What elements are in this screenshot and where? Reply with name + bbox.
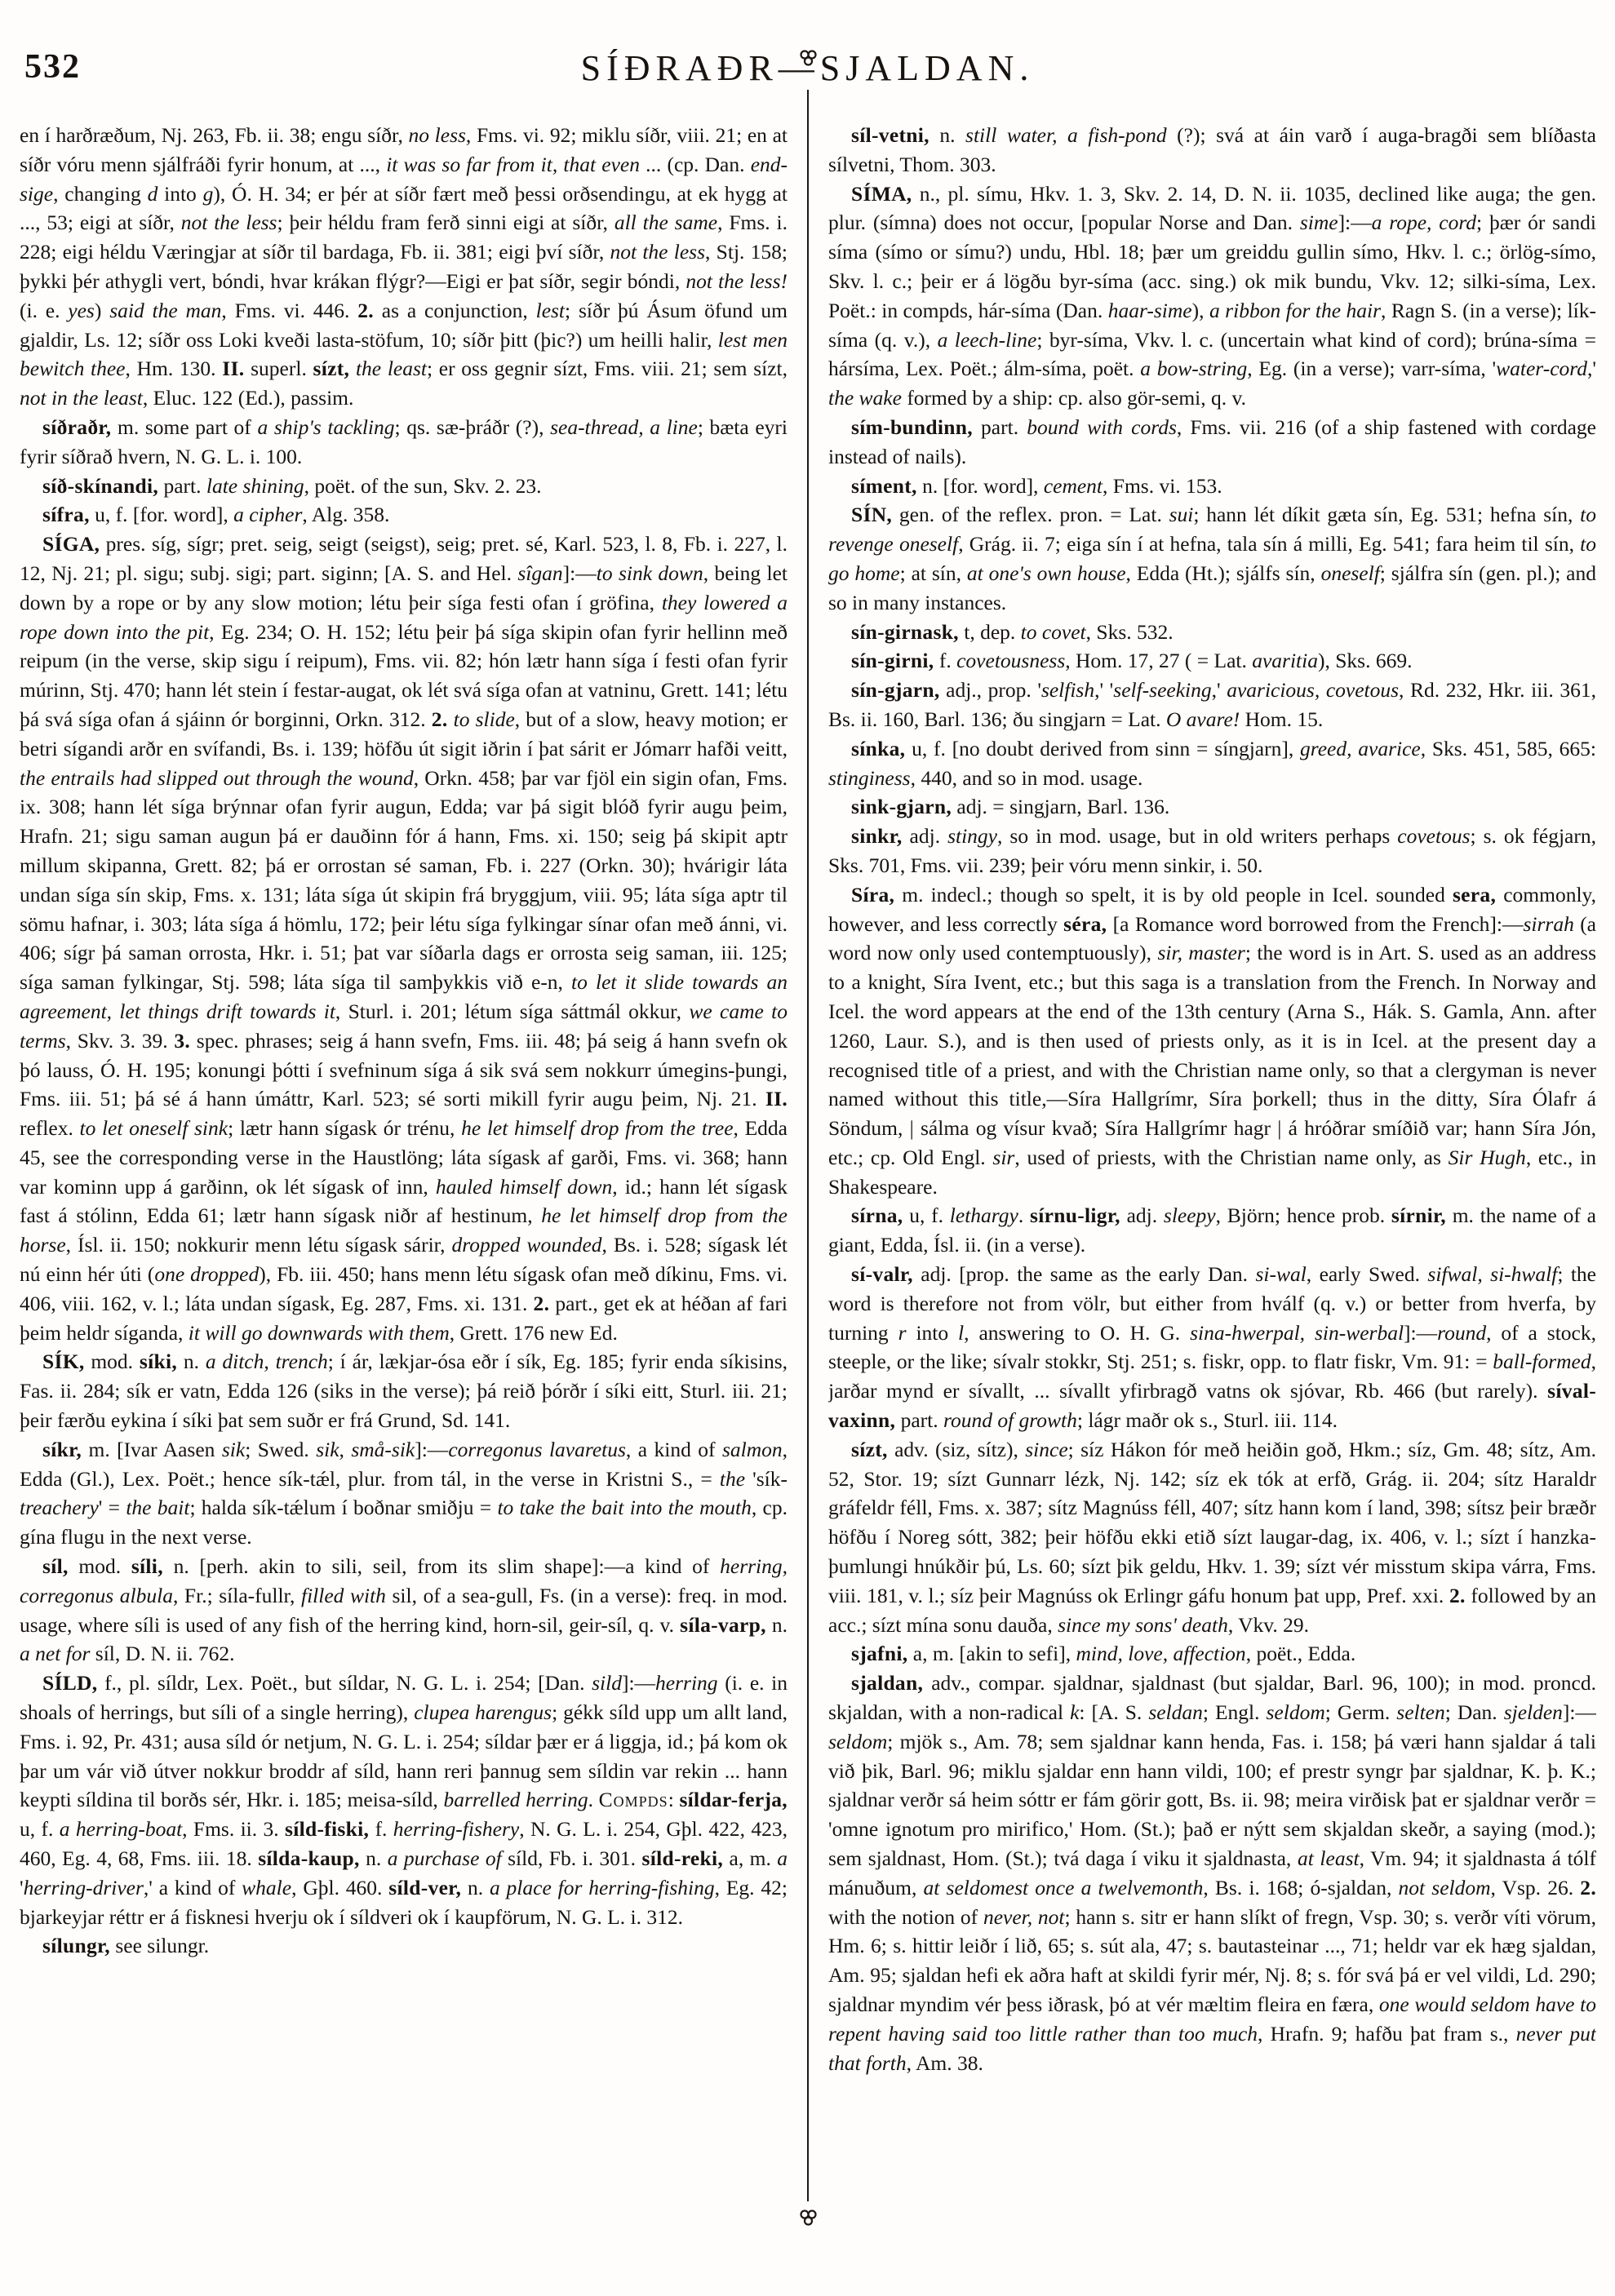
- dictionary-paragraph: síð-skínandi, part. late shining, poët. of the sun, Skv. 2. 23.: [42, 473, 542, 498]
- dictionary-paragraph: síðraðr, m. some part of a ship's tackling; qs. sæ-þráðr (?), sea-thread, a line; bæta eyri fyrir síðrað hvern, N. G. L. i. 100.: [20, 414, 788, 468]
- dictionary-paragraph: SÍN, gen. of the reflex. pron. = Lat. sui; hann lét díkit gæta sín, Eg. 531; hefna sín, to revenge oneself, Grág. ii. 7; eiga sín í at hefna, tala sín á milli, Eg. 541; fara heim til sín, to go home; at sín, at one's own house, Edda (Ht.); sjálfs sín, oneself; sjálfra sín (gen. pl.); and so in many instances.: [828, 503, 1596, 614]
- dictionary-paragraph: en í harðræðum, Nj. 263, Fb. ii. 38; engu síðr, no less, Fms. vi. 92; miklu síðr, viii. 21; en at síðr vóru menn sjálfráði fyrir honum, at ..., it was so far from it, that even ... (cp. Dan. end-sige, changing d into g), Ó. H. 34; er þér at síðr fært með þessi orðsendingu, at ek hygg at ..., 53; eigi at síðr, not the less; þeir héldu fram ferð sinni eigi at síðr, all the same, Fms. i. 228; eigi héldu Væringjar at síðr til bardaga, Fb. ii. 381; eigi því síðr, not the less, Stj. 158; þykki þér athygli vert, bóndi, hvar krákan flýgr?—Eigi er þat síðr, segir bóndi, not the less! (i. e. yes) said the man, Fms. vi. 446. 2. as a conjunction, lest; síðr þú Ásum öfund um gjaldir, Ls. 12; síðr oss Loki kveði lasta-stöfum, 10; síðr þitt (þic?) um heilli halir, lest men bewitch thee, Hm. 130. II. superl. sízt, the least; er oss gegnir sízt, Fms. viii. 21; sem sízt, not in the least, Eluc. 122 (Ed.), passim.: [20, 123, 788, 410]
- divider-trefoil-top-icon: [796, 49, 819, 69]
- dictionary-paragraph: SÍGA, pres. síg, sígr; pret. seig, seigt (seigst), seig; pret. sé, Karl. 523, l. 8, Fb. i. 227, l. 12, Nj. 21; pl. sigu; subj. sigi; part. siginn; [A. S. and Hel. sîgan]:—to sink down, being let down by a rope or by any slow motion; létu þeir síga festi ofan í gröfina, they lowered a rope down into the pit, Eg. 234; O. H. 152; létu þeir þá síga skipin ofan fyrir hellinn með reipum (in the verse, skip sigu í reipum), Fms. vii. 82; hón lætr hann síga í festi ofan fyrir múrinn, Stj. 470; hann lét stein í festar-augat, ok lét svá síga ofan at vatninu, Grett. 141; létu þá svá síga ofan á sjáinn ór borginni, Orkn. 312. 2. to slide, but of a slow, heavy motion; er betri sígandi arðr en svífandi, Bs. i. 139; höfðu út sigit iðrin í þat sárit er Jómarr hafði veitt, the entrails had slipped out through the wound, Orkn. 458; þar var fjöl ein sigin ofan, Fms. ix. 308; hann lét síga brýnnar ofan fyrir augun, Edda; var þá sigit blóð fyrir augu þeim, Hrafn. 21; sigu saman augun þá er dauðinn fór á hann, Fms. xi. 150; seig þá skipit aptr millum skipanna, Grett. 82; þá er orrostan sé saman, Fb. i. 227 (Orkn. 30); hvárigir láta undan síga sín skip, Fms. x. 131; láta síga út skipin frá bryggjum, viii. 95; láta síga aptr til sömu hafnar, i. 303; láta síga á hömlu, 172; þeir létu síga fylkingar sínar ofan með ánni, vi. 406; sígr þá saman orrosta, Hkr. i. 51; þat var síðarla dags er orrosta seig saman, iii. 125; síga saman fylkingar, Stj. 598; láta síga til samþykkis við e-n, to let it slide towards an agreement, let things drift towards it, Sturl. i. 201; létum síga sáttmál okkur, we came to terms, Skv. 3. 39. 3. spec. phrases; seig á hann svefn, Fms. iii. 48; þá seig á hann svefn ok þó lauss, Ó. H. 195; konungi þótti í svefninum síga á sik svá sem nokkurr úmegins-þungi, Fms. iii. 51; þá sé á hann úmáttr, Karl. 523; sé sorti mikill fyrir augu þeim, Nj. 21. II. reflex. to let oneself sink; lætr hann sígask ór trénu, he let himself drop from the tree, Edda 45, see the corresponding verse in the Haustlöng; láta sígask af garði, Fms. vi. 368; hann var kominn upp á garðinn, ok lét sígask of inn, hauled himself down, id.; hann lét sígask fast á stólinn, Edda 61; lætr hann sígask niðr af hestinum, he let himself drop from the horse, Ísl. ii. 150; nokkurir menn létu sígask sárir, dropped wounded, Bs. i. 528; sígask lét nú einn hér úti (one dropped), Fb. iii. 450; hans menn létu sígask ofan með díkinu, Fms. vi. 406, viii. 162, v. l.; láta undan sígask, Eg. 287, Fms. xi. 131. 2. part., get ek at héðan af fari þeim heldr síganda, it will go downwards with them, Grett. 176 new Ed.: [20, 532, 788, 1345]
- dictionary-paragraph: SÍLD, f., pl. síldr, Lex. Poët., but síldar, N. G. L. i. 254; [Dan. sild]:—herring (i. e. in shoals of herrings, but síli of a single herring), clupea harengus; gékk síld upp um allt land, Fms. i. 92, Pr. 431; ausa síld ór netjum, N. G. L. i. 254; síldar þær er á liggja, id.; þá kom ok þar um vár við útver nokkur broddr af síld, hann reri þannug sem síldin var rekin ... hann keypti síldina til borðs sér, Hkr. i. 185; meisa-síld, barrelled herring. Compds: síldar-ferja, u, f. a herring-boat, Fms. ii. 3. síld-fiski, f. herring-fishery, N. G. L. i. 254, Gþl. 422, 423, 460, Eg. 4, 68, Fms. iii. 18. sílda-kaup, n. a purchase of síld, Fb. i. 301. síld-reki, a, m. a 'herring-driver,' a kind of whale, Gþl. 460. síld-ver, n. a place for herring-fishing, Eg. 42; bjarkeyjar réttr er á fisknesi hverju ok í síldveri ok í kaupförum, N. G. L. i. 312.: [20, 1671, 788, 1929]
- dictionary-paragraph: síl-vetni, n. still water, a fish-pond (?); svá at áin varð í auga-bragði sem blíðasta sílvetni, Thom. 303.: [828, 123, 1596, 176]
- dictionary-paragraph: síment, n. [for. word], cement, Fms. vi. 153.: [851, 473, 1222, 498]
- dictionary-paragraph: SÍK, mod. síki, n. a ditch, trench; í ár, lækjar-ósa eðr í sík, Eg. 185; fyrir enda síkisins, Fas. ii. 284; sík er vatn, Edda 126 (siks in the verse); þá reið þórðr í síki eitt, Sturl. iii. 21; þeir færðu eykina í síki þat sem suðr er frá Grund, Sd. 141.: [20, 1350, 788, 1433]
- dictionary-paragraph: sírna, u, f. lethargy. sírnu-ligr, adj. sleepy, Björn; hence prob. sírnir, m. the name of a giant, Edda, Ísl. ii. (in a verse).: [828, 1203, 1596, 1257]
- page-title: SÍÐRAÐR—SJALDAN.: [580, 48, 1035, 88]
- dictionary-paragraph: SÍMA, n., pl. símu, Hkv. 1. 3, Skv. 2. 14, D. N. ii. 1035, declined like auga; the gen. plur. (símna) does not occur, [popular Norse and Dan. sime]:—a rope, cord; þær ór sandi síma (símo or símu?) undu, Hbl. 18; þær um greiddu gullin símo, Hkv. l. c.; örlög-símo, Skv. l. c.; þeir er á lögðu byr-síma (acc. sing.) ok mik bundu, Vkv. 12; silki-síma, Lex. Poët.: in compds, hár-síma (Dan. haar-sime), a ribbon for the hair, Ragn S. (in a verse); lík-síma (q. v.), a leech-line; byr-síma, Vkv. l. c. (uncertain what kind of cord); brúna-síma = hársíma, Lex. Poët.; álm-síma, poët. a bow-string, Eg. (in a verse); varr-síma, 'water-cord,' the wake formed by a ship: cp. also gör-semi, q. v.: [828, 181, 1596, 410]
- dictionary-paragraph: sinkr, adj. stingy, so in mod. usage, but in old writers perhaps covetous; s. ok fégjarn, Sks. 701, Fms. vii. 239; þeir vóru menn sinkir, i. 50.: [828, 824, 1596, 877]
- dictionary-paragraph: sínka, u, f. [no doubt derived from sinn = síngjarn], greed, avarice, Sks. 451, 585, 665: stinginess, 440, and so in mod. usage.: [828, 736, 1596, 790]
- dictionary-paragraph: sink-gjarn, adj. = singjarn, Barl. 136.: [851, 795, 1170, 819]
- dictionary-paragraph: síl, mod. síli, n. [perh. akin to sili, seil, from its slim shape]:—a kind of herring, corregonus albula, Fr.; síla-fullr, filled with sil, of a sea-gull, Fs. (in a verse): freq. in mod. usage, where síli is used of any fish of the herring kind, horn-sil, geir-síl, q. v. síla-varp, n. a net for síl, D. N. ii. 762.: [20, 1554, 788, 1666]
- dictionary-paragraph: sím-bundinn, part. bound with cords, Fms. vii. 216 (of a ship fastened with cordage instead of nails).: [828, 414, 1596, 468]
- dictionary-paragraph: sín-girni, f. covetousness, Hom. 17, 27 ( = Lat. avaritia), Sks. 669.: [851, 649, 1413, 673]
- page-number: 532: [24, 48, 81, 86]
- dictionary-paragraph: Síra, m. indecl.; though so spelt, it is by old people in Icel. sounded sera, commonly, however, and less correctly séra, [a Romance word borrowed from the French]:—sirrah (a word now only used contemptuously), sir, master; the word is in Art. S. used as an address to a knight, Síra Ivent, etc.; but this saga is a translation from the French. In Norway and Icel. the word appears at the end of the 13th century (Arna S., Hák. S. Gamla, Ann. after 1260, Laur. S.), and is then used of priests only, as it is in Icel. at the present day a recognised title of a priest, and with the Christian name only, so that a clergyman is never named without this title,—Síra Hallgrímr, Síra þorkell; thus in the ditty, Síra Ólafr á Söndum, | sálma og vísur kvað; Síra Hallgrímr hagr | á hróðrar smíðið var; hann Síra Jón, etc.; cp. Old Engl. sir, used of priests, with the Christian name only, as Sir Hugh, etc., in Shakespeare.: [828, 882, 1596, 1199]
- dictionary-paragraph: sífra, u, f. [for. word], a cipher, Alg. 358.: [42, 503, 390, 527]
- dictionary-paragraph: sí-valr, adj. [prop. the same as the early Dan. si-wal, early Swed. sifwal, si-hwalf; the word is therefore not from völr, but either from hválf (q. v.) or better from hverfa, by turning r into l, answering to O. H. G. sina-hwerpal, sin-werbal]:—round, of a stock, steeple, or the like; sívalr stokkr, Stj. 251; s. fiskr, opp. to flatr fiskr, Vm. 91: = ball-formed, jarðar mynd er sívallt, ... sívallt yfirbragð vatns ok sjóvar, Rb. 466 (but rarely). síval-vaxinn, part. round of growth; lágr maðr ok s., Sturl. iii. 114.: [828, 1262, 1596, 1433]
- dictionary-paragraph: sín-girnask, t, dep. to covet, Sks. 532.: [851, 619, 1174, 644]
- dictionary-paragraph: sjafni, a, m. [akin to sefi], mind, love, affection, poët., Edda.: [851, 1642, 1356, 1666]
- right-column: [828, 121, 1596, 2279]
- text-columns: [20, 121, 1596, 2279]
- dictionary-paragraph: sílungr, see silungr.: [42, 1934, 210, 1958]
- dictionary-paragraph: sjaldan, adv., compar. sjaldnar, sjaldnast (but sjaldar, Barl. 96, 100); in mod. proncd. skjaldan, with a non-radical k: [A. S. seldan; Engl. seldom; Germ. selten; Dan. sjelden]:—seldom; mjök s., Am. 78; sem sjaldnar kann henda, Fas. i. 158; þá væri hann sjaldar á tali við þik, Barl. 96; miklu sjaldar enn hann vildi, 100; ef prestr syngr þar sjaldnar, K. þ. K.; sjaldnar verðr sá heim sóttr er fám görir gott, Bs. ii. 98; meira virðisk þat er sjaldnar verðr = 'omne ignotum pro mirifico,' Hom. (St.); það er nýtt sem skjaldan skeðr, a saying (mod.); sem sjaldnast, Hom. (St.); tvá daga í viku it sjaldnasta, at least, Vm. 94; it sjaldnasta á tólf mánuðum, at seldomest once a twelvemonth, Bs. i. 168; ó-sjaldan, not seldom, Vsp. 26. 2. with the notion of never, not; hann s. sitr er hann slíkt of fregn, Vsp. 30; s. verðr víti vörum, Hm. 6; s. hittir leiðr í lið, 65; s. sút ala, 47; s. bautasteinar ..., 71; heldr var ek hæg sjaldan, Am. 95; sjaldan hefi ek aðra haft at skildi fyrir mér, Nj. 8; s. fór svá þá er vel vildi, Ld. 290; sjaldnar myndim vér þess iðrask, þó at vér mæltim fleira en færa, one would seldom have to repent having said too little rather than too much, Hrafn. 9; hafðu þat fram s., never put that forth, Am. 38.: [828, 1671, 1596, 2075]
- left-column: [20, 121, 788, 2279]
- dictionary-paragraph: síkr, m. [Ivar Aasen sik; Swed. sik, små-sik]:—corregonus lavaretus, a kind of salmon, Edda (Gl.), Lex. Poët.; hence sík-tǽl, plur. from tál, in the verse in Kristni S., = the 'sík-treachery' = the bait; halda sík-tǽlum í boðnar smiðju = to take the bait into the mouth, cp. gína flugu in the next verse.: [20, 1437, 788, 1549]
- dictionary-paragraph: sín-gjarn, adj., prop. 'selfish,' 'self-seeking,' avaricious, covetous, Rd. 232, Hkr. iii. 361, Bs. ii. 160, Barl. 136; ðu singjarn = Lat. O avare! Hom. 15.: [828, 678, 1596, 731]
- dictionary-paragraph: sízt, adv. (siz, sítz), since; síz Hákon fór með heiðin goð, Hkm.; síz, Gm. 48; sítz, Am. 52, Stor. 19; sízt Gunnarr lézk, Nj. 142; síz ek tók at erfð, Grág. ii. 204; sítz Haraldr gráfeldr féll, Fms. x. 387; sítz Magnúss féll, 407; sítz hann kom í land, 398; sítsz þeir bræðr höfðu í Noreg sótt, 382; þeir höfðu ekki etið sízt laugar-dag, ix. 406, v. l.; sízt í hanzka-þumlungi hnúkðir þú, Ls. 60; sízt þik geldu, Hkv. 1. 39; sízt vér misstum skipa várra, Fms. viii. 181, v. l.; síz þeir Magnúss ok Erlingr gáfu honum þat upp, Pref. xxi. 2. followed by an acc.; sízt mína sonu dauða, since my sons' death, Vkv. 29.: [828, 1437, 1596, 1637]
